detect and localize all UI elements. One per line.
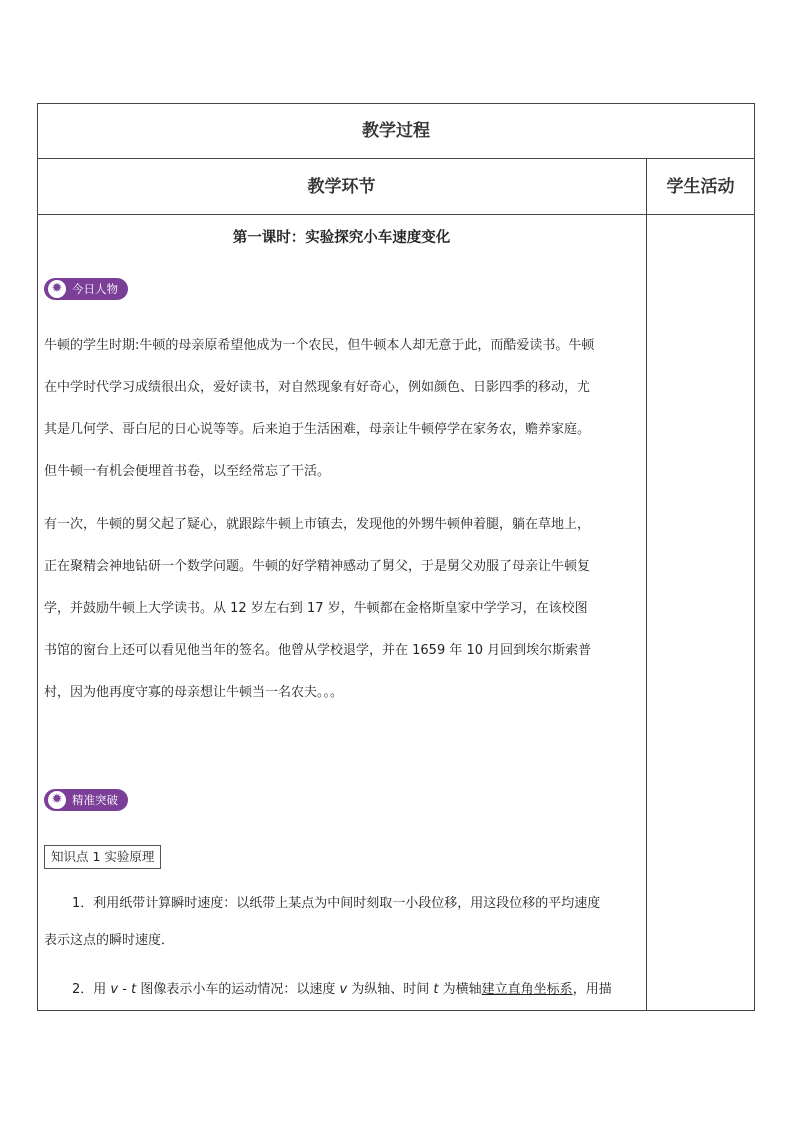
text-segment: 为横轴 bbox=[438, 982, 482, 997]
text-line: 在中学时代学习成绩很出众，爱好读书，对自然现象有好奇心，例如颜色、日影四季的移动，尤 bbox=[44, 380, 591, 395]
text-line: 正在聚精会神地钻研一个数学问题。牛顿的好学精神感动了舅父，于是舅父劝服了母亲让牛顿复 bbox=[44, 559, 591, 574]
knowledge-point-box: 知识点 1 实验原理 bbox=[44, 845, 161, 869]
row-divider-columns bbox=[37, 214, 755, 215]
text-line: 1．利用纸带计算瞬时速度：以纸带上某点为中间时刻取一小段位移，用这段位移的平均速度 bbox=[72, 896, 601, 911]
underlined-text: 建立直角坐标系 bbox=[481, 982, 573, 997]
column-divider bbox=[646, 159, 647, 1011]
principle-item-2 bbox=[44, 971, 642, 1008]
badge-breakthrough bbox=[44, 789, 128, 811]
lesson-title: 第一课时：实验探究小车速度变化 bbox=[232, 230, 451, 246]
story-paragraph-1 bbox=[44, 325, 642, 493]
star-icon: ✹ bbox=[48, 280, 66, 298]
text-line: 有一次，牛顿的舅父起了疑心，就跟踪牛顿上市镇去，发现他的外甥牛顿伸着腿，躺在草地上， bbox=[44, 517, 591, 532]
principle-item-1 bbox=[44, 885, 642, 959]
text-segment: - bbox=[118, 982, 132, 997]
story-paragraph-2 bbox=[44, 504, 642, 714]
text-segment: 为纵轴、时间 bbox=[347, 982, 434, 997]
badge-today-person bbox=[44, 278, 128, 300]
text-segment: 图像表示小车的运动情况：以速度 bbox=[136, 982, 340, 997]
column-title-student-activity: 学生活动 bbox=[666, 177, 735, 197]
row-divider-header bbox=[37, 158, 755, 159]
text-line: 书馆的窗台上还可以看见他当年的签名。他曾从学校退学，并在 1659 年 10 月回到埃尔斯索普 bbox=[44, 643, 592, 658]
symbol-v: v bbox=[110, 982, 119, 997]
text-line: 但牛顿一有机会便埋首书卷，以至经常忘了干活。 bbox=[44, 464, 331, 479]
teaching-process-table bbox=[37, 103, 755, 1011]
text-line: 表示这点的瞬时速度． bbox=[44, 933, 175, 948]
text-line: 牛顿的学生时期:牛顿的母亲原希望他成为一个农民，但牛顿本人却无意于此，而酷爱读书。牛顿 bbox=[44, 338, 595, 353]
column-title-teaching-step: 教学环节 bbox=[307, 177, 376, 197]
text-segment: ，用描 bbox=[572, 982, 612, 997]
badge-label: 精准突破 bbox=[72, 793, 118, 807]
badge-label: 今日人物 bbox=[72, 282, 118, 296]
symbol-t: t bbox=[433, 982, 439, 997]
star-icon: ✹ bbox=[48, 791, 66, 809]
text-line: 其是几何学、哥白尼的日心说等等。后来迫于生活困难，母亲让牛顿停学在家务农，赡养家庭。 bbox=[44, 422, 591, 437]
table-header-title: 教学过程 bbox=[362, 121, 430, 141]
symbol-v: v bbox=[339, 982, 348, 997]
text-segment: 2．用 bbox=[72, 982, 111, 997]
text-line: 村，因为他再度守寡的母亲想让牛顿当一名农夫。。。 bbox=[44, 685, 344, 700]
symbol-t: t bbox=[131, 982, 137, 997]
text-line: 学，并鼓励牛顿上大学读书。从 12 岁左右到 17 岁，牛顿都在金格斯皇家中学学习，在该校图 bbox=[44, 601, 588, 616]
